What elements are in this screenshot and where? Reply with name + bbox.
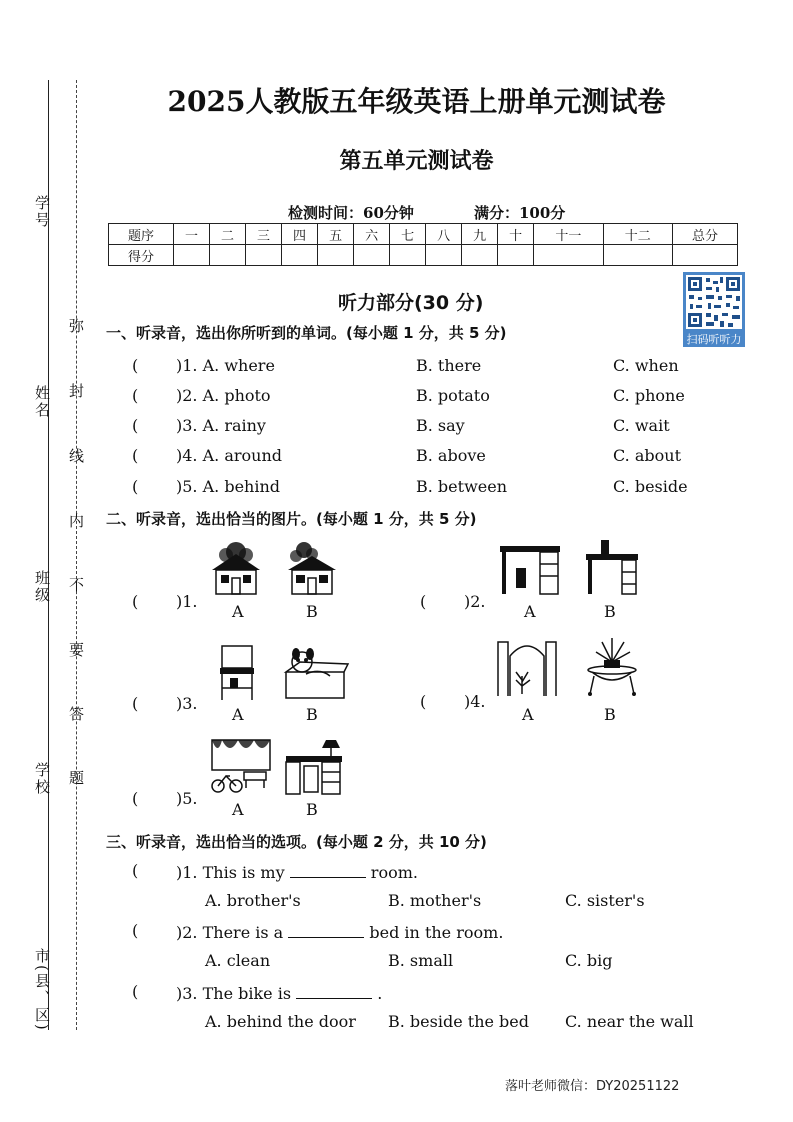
p1-q2-option-c: C. phone [613,386,685,405]
p2-q1-number: )1. [176,592,198,611]
p1-q5-option-b: B. between [416,477,508,496]
desk-with-vase-on-icon [584,540,640,598]
p3-q3-option-b: B. beside the bed [388,1012,530,1031]
p3-q2-stem-post: bed in the room. [369,923,504,942]
score-cell[interactable] [318,245,354,266]
listening-title: 听力部分(30 分) [338,292,484,314]
answer-paren[interactable]: ( [132,416,139,435]
p2-q2-number: )2. [464,592,486,611]
score-cell-total[interactable] [673,245,738,266]
p1-q3-option-c: C. wait [613,416,670,435]
qr-caption: 扫码听听力 [683,331,745,347]
col-10: 十 [498,224,534,245]
p3-q2-option-b: B. small [388,951,454,970]
part2-heading: 二、听录音，选出恰当的图片。(每小题 1 分，共 5 分) [106,510,477,528]
col-9: 九 [462,224,498,245]
full-score: 满分：100分 [474,204,566,222]
score-cell[interactable] [462,245,498,266]
chair-with-cat-icon [210,644,262,702]
col-total: 总分 [673,224,738,245]
score-table-score-row [109,245,738,266]
p1-q3-option-a: )3. A. rainy [176,416,266,435]
footer-note: 落叶老师微信：DY20251122 [505,1079,680,1094]
p3-q3-stem [176,982,382,1003]
seal-char-1: 弥 [67,318,85,335]
score-cell[interactable] [354,245,390,266]
room-with-bike-icon [208,738,274,794]
seal-char-6: 要 [67,642,85,659]
col-7: 七 [390,224,426,245]
score-cell[interactable] [174,245,210,266]
qr-code-icon [686,275,742,329]
p2-q1-label-a: A [232,602,244,621]
p3-q3-stem-post: . [377,984,383,1003]
p3-q1-option-c: C. sister's [565,891,645,910]
seal-char-3: 线 [67,448,85,465]
answer-paren[interactable]: ( [132,789,139,808]
score-cell[interactable] [282,245,318,266]
answer-paren[interactable]: ( [132,861,139,880]
binding-line-inner [76,80,77,1030]
score-table-header-row [109,224,738,245]
answer-paren[interactable]: ( [132,386,139,405]
p1-q5-option-c: C. beside [613,477,688,496]
seal-char-5: 不 [67,577,85,594]
p3-q1-stem-pre: )1. This is my [176,863,285,882]
dog-in-box-icon [282,644,352,700]
p1-q3-option-b: B. say [416,416,465,435]
p3-q2-blank[interactable] [288,921,364,938]
row-label-score: 得分 [109,245,174,266]
answer-paren[interactable]: ( [420,592,427,611]
p2-q3-label-b: B [306,705,318,724]
p2-q3-number: )3. [176,694,198,713]
answer-paren[interactable]: ( [132,356,139,375]
p3-q2-option-a: A. clean [205,951,271,970]
p3-q3-option-a: A. behind the door [205,1012,356,1031]
p2-q5-label-b: B [306,800,318,819]
col-6: 六 [354,224,390,245]
p3-q1-option-a: A. brother's [205,891,301,910]
col-label-order: 题序 [109,224,174,245]
p3-q2-option-c: C. big [565,951,613,970]
part1-heading: 一、听录音，选出你所听到的单词。(每小题 1 分，共 5 分) [106,324,507,342]
col-12: 十二 [603,224,672,245]
answer-paren[interactable]: ( [132,477,139,496]
p2-q4-number: )4. [464,692,486,711]
name-label: 姓名 [33,385,51,419]
student-id-label: 学号 [33,195,51,229]
p3-q2-stem [176,921,503,942]
window-with-plant-icon [494,636,560,698]
col-2: 二 [210,224,246,245]
desk-with-lamp-icon [282,736,346,796]
seal-char-4: 内 [67,513,85,530]
col-4: 四 [282,224,318,245]
p2-q4-label-a: A [522,705,534,724]
school-label: 学校 [33,762,51,796]
p1-q4-option-c: C. about [613,446,681,465]
col-3: 三 [246,224,282,245]
p3-q1-stem-post: room. [370,863,418,882]
score-cell[interactable] [426,245,462,266]
page-subtitle: 第五单元测试卷 [339,148,494,174]
seal-char-7: 答 [67,706,85,723]
p1-q5-option-a: )5. A. behind [176,477,280,496]
col-11: 十一 [534,224,603,245]
answer-paren[interactable]: ( [132,982,139,1001]
desk-with-vase-under-icon [498,540,562,598]
col-8: 八 [426,224,462,245]
p3-q3-stem-pre: )3. The bike is [176,984,292,1003]
answer-paren[interactable]: ( [132,446,139,465]
p3-q1-option-b: B. mother's [388,891,482,910]
score-cell[interactable] [534,245,603,266]
score-cell[interactable] [390,245,426,266]
exam-time: 检测时间：60分钟 [288,204,414,222]
p2-q2-label-b: B [604,602,616,621]
p1-q4-option-b: B. above [416,446,486,465]
plant-on-stand-icon [584,636,640,698]
qr-code[interactable] [683,272,745,332]
class-label: 班级 [33,570,51,604]
answer-paren[interactable]: ( [132,921,139,940]
p2-q1-label-b: B [306,602,318,621]
score-cell[interactable] [603,245,672,266]
p1-q1-option-b: B. there [416,356,482,375]
p1-q1-option-a: )1. A. where [176,356,275,375]
p2-q5-number: )5. [176,789,198,808]
p2-q5-label-a: A [232,800,244,819]
p3-q1-stem [176,861,418,882]
col-5: 五 [318,224,354,245]
answer-paren[interactable]: ( [132,592,139,611]
p1-q1-option-c: C. when [613,356,679,375]
answer-paren[interactable]: ( [132,694,139,713]
p3-q2-stem-pre: )2. There is a [176,923,284,942]
p1-q2-option-b: B. potato [416,386,490,405]
score-cell[interactable] [210,245,246,266]
score-table [108,223,738,266]
house-behind-tree-icon [282,540,342,598]
page-title: 2025人教版五年级英语上册单元测试卷 [167,85,666,118]
city-label: 市(县、区) [33,948,51,1032]
p2-q2-label-a: A [524,602,536,621]
part3-heading: 三、听录音，选出恰当的选项。(每小题 2 分，共 10 分) [106,833,487,851]
seal-char-8: 题 [67,770,85,787]
score-cell[interactable] [246,245,282,266]
p1-q4-option-a: )4. A. around [176,446,282,465]
p3-q1-blank[interactable] [290,861,366,878]
p2-q4-label-b: B [604,705,616,724]
score-cell[interactable] [498,245,534,266]
col-1: 一 [174,224,210,245]
p1-q2-option-a: )2. A. photo [176,386,271,405]
house-with-tree-icon [206,540,266,598]
answer-paren[interactable]: ( [420,692,427,711]
p2-q3-label-a: A [232,705,244,724]
p3-q3-option-c: C. near the wall [565,1012,694,1031]
p3-q3-blank[interactable] [296,982,372,999]
seal-char-2: 封 [67,383,85,400]
